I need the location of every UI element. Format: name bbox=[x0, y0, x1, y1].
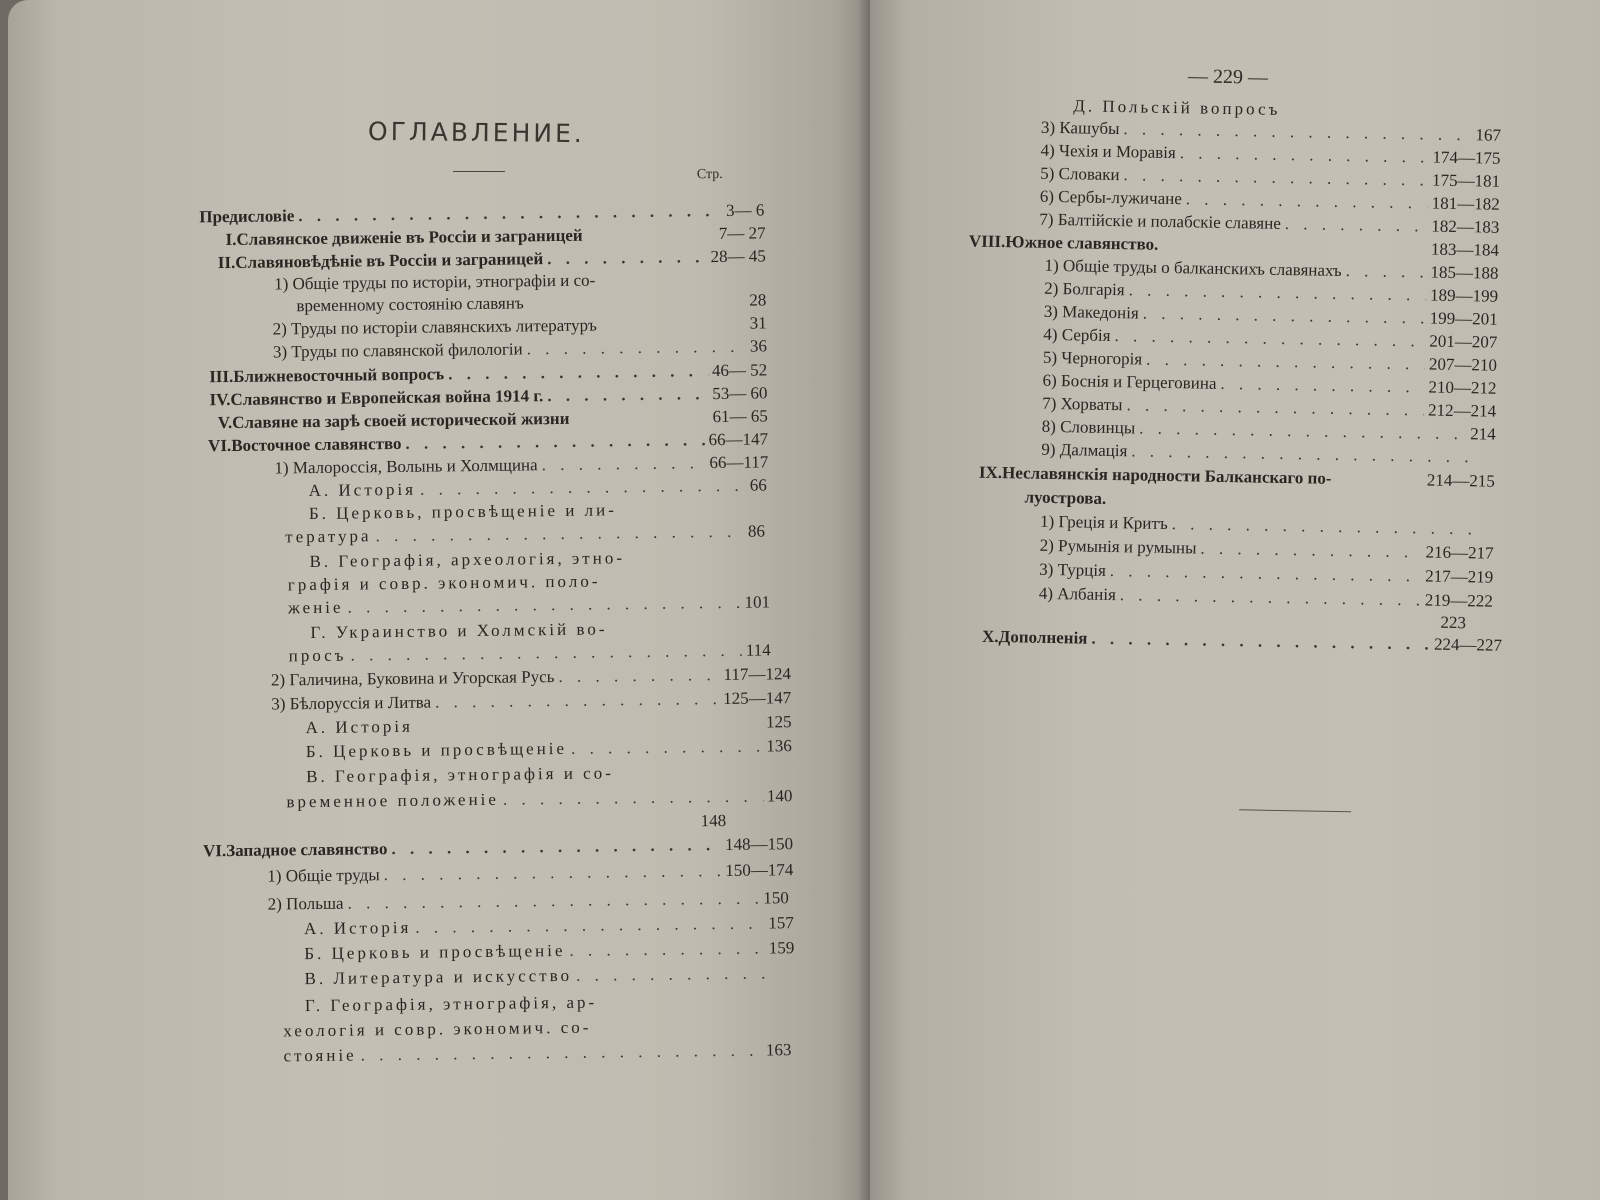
toc-entry-6-1-v bbox=[288, 592, 770, 618]
toc-title: ОГЛАВЛЕНИЕ. bbox=[367, 116, 585, 149]
entry-label: Южное славянство. bbox=[1005, 232, 1159, 254]
dot-leader bbox=[1123, 165, 1428, 190]
dot-leader bbox=[1186, 189, 1428, 213]
entry-pages: 7— 27 bbox=[718, 223, 766, 244]
entry-pages: 199—201 bbox=[1429, 308, 1498, 329]
entry-numeral: X. bbox=[981, 626, 999, 647]
entry-pages: 175—181 bbox=[1431, 170, 1501, 191]
dot-leader bbox=[1131, 441, 1470, 467]
entry-label: 2) Труды по исторіи славянскихъ литературъ bbox=[272, 315, 597, 339]
entry-label: 3) Труды по славянской филологіи bbox=[272, 339, 523, 362]
toc-entry-9-1 bbox=[1040, 512, 1494, 540]
dot-leader bbox=[1110, 561, 1422, 586]
toc-entry-6-3-b bbox=[306, 736, 792, 762]
entry-numeral: VIII. bbox=[968, 231, 1006, 252]
entry-label: 6) Сербы-лужичане bbox=[1039, 186, 1183, 209]
entry-label: 6) Боснія и Герцеговина bbox=[1042, 370, 1217, 393]
dot-leader bbox=[1123, 119, 1471, 145]
toc-entry-7-1 bbox=[267, 860, 793, 886]
entry-numeral: VI. bbox=[207, 436, 232, 456]
entry-pages: 86 bbox=[747, 521, 766, 541]
entry-pages: 125—147 bbox=[723, 688, 792, 709]
end-rule bbox=[1239, 809, 1351, 812]
entry-pages: 185—188 bbox=[1430, 262, 1499, 283]
entry-pages: 182—183 bbox=[1431, 216, 1500, 237]
entry-label: 1) Общіе труды о балканскихъ славянахъ bbox=[1044, 255, 1342, 280]
toc-entry-6-1-g bbox=[289, 640, 771, 666]
entry-pages: 3— 6 bbox=[725, 200, 765, 220]
entry-numeral: V. bbox=[217, 412, 233, 433]
entry-label: 5) Черногорія bbox=[1042, 347, 1143, 369]
entry-pages: 214 bbox=[1470, 424, 1496, 444]
dot-leader bbox=[1146, 350, 1425, 375]
entry-label: просъ bbox=[288, 645, 347, 666]
entry-label: 2) Румынія и румыны bbox=[1039, 535, 1197, 558]
toc-right-list bbox=[870, 0, 1600, 1200]
entry-pages: 214—215 bbox=[1426, 470, 1496, 491]
entry-label: 3) Бѣлоруссія и Литва bbox=[271, 692, 432, 714]
entry-pages: 66—117 bbox=[709, 452, 769, 473]
entry-label: 7) Хорваты bbox=[1042, 393, 1123, 415]
entry-pages: 150—174 bbox=[725, 860, 794, 880]
left-page bbox=[8, 0, 870, 1200]
entry-label: Славяне на зарѣ своей исторической жизни bbox=[232, 408, 570, 432]
toc-entry-3 bbox=[209, 360, 767, 387]
toc-entry-5 bbox=[218, 406, 768, 433]
right-page bbox=[870, 0, 1600, 1200]
dot-leader bbox=[1139, 418, 1466, 444]
entry-pages: 61— 65 bbox=[712, 406, 768, 427]
entry-label: женіе bbox=[287, 597, 344, 618]
entry-line: графія и совр. экономич. поло- bbox=[287, 571, 601, 595]
entry-pages: 114 bbox=[745, 640, 771, 660]
entry-pages: 157 bbox=[768, 913, 794, 933]
toc-entry-8-9 bbox=[1041, 440, 1495, 468]
entry-label: 4) Албанія bbox=[1038, 583, 1117, 605]
entry-label: 1) Общіе труды bbox=[267, 865, 380, 886]
entry-numeral: III. bbox=[209, 366, 234, 387]
entry-pages: 174—175 bbox=[1432, 147, 1501, 168]
dot-leader bbox=[1128, 280, 1426, 305]
toc-entry-6-1-b bbox=[285, 521, 769, 547]
dot-leader bbox=[1180, 143, 1429, 167]
entry-label: Б. Церковь и просвѣщеніе bbox=[304, 940, 566, 964]
entry-pages: 125 bbox=[765, 712, 792, 732]
entry-label: 4) Чехія и Моравія bbox=[1040, 140, 1176, 163]
toc-entry-9-3 bbox=[1039, 560, 1493, 588]
entry-pages: 148—150 bbox=[724, 834, 794, 854]
entry-label: Славянское движеніе въ Россіи и заграницей bbox=[236, 225, 583, 249]
dot-leader bbox=[542, 453, 706, 475]
entry-pages: 163 bbox=[765, 1040, 792, 1060]
toc-entry-1 bbox=[225, 223, 765, 250]
dot-leader bbox=[503, 787, 763, 810]
entry-pages: 201—207 bbox=[1429, 331, 1498, 352]
entry-label: 8) Словинцы bbox=[1041, 416, 1136, 438]
entry-label: 3) Македонія bbox=[1043, 301, 1139, 323]
entry-numeral: I. bbox=[225, 229, 237, 250]
toc-entry-4 bbox=[209, 383, 767, 410]
entry-label: 4) Сербія bbox=[1043, 324, 1111, 345]
entry-line: Б. Церковь, просвѣщеніе и ли- bbox=[308, 500, 617, 524]
toc-entry-2 bbox=[218, 246, 766, 273]
toc-entry-9-2 bbox=[1040, 536, 1494, 564]
entry-pages: 216—217 bbox=[1425, 542, 1494, 563]
dot-leader bbox=[384, 861, 722, 885]
entry-pages: 148 bbox=[700, 810, 727, 831]
dot-leader bbox=[1126, 395, 1424, 420]
entry-label: 7) Балтійскіе и полабскіе славяне bbox=[1039, 209, 1282, 233]
dot-leader bbox=[1091, 629, 1430, 655]
toc-entry-7-2 bbox=[268, 888, 794, 914]
entry-line: Г. Украинство и Холмскій во- bbox=[310, 619, 608, 643]
entry-pages: 217—219 bbox=[1425, 566, 1494, 587]
entry-pages: 181—182 bbox=[1431, 193, 1500, 214]
entry-pages: 210—212 bbox=[1428, 377, 1497, 398]
toc-entry-preface bbox=[199, 200, 764, 227]
entry-pages: 140 bbox=[766, 786, 793, 806]
entry-pages: 28 bbox=[749, 290, 767, 310]
entry-pages: 46— 52 bbox=[711, 360, 768, 381]
entry-label: временное положеніе bbox=[286, 789, 500, 812]
entry-pages: 219—222 bbox=[1424, 590, 1493, 611]
entry-pages: 167 bbox=[1475, 125, 1502, 145]
toc-entry-6-1-a bbox=[309, 475, 769, 501]
entry-line: В. Географія, археологія, этно- bbox=[309, 548, 626, 572]
toc-entry-6-1 bbox=[274, 452, 768, 478]
entry-pages: 136 bbox=[766, 736, 792, 756]
entry-pages: 66—147 bbox=[708, 429, 769, 450]
toc-entry-2-1 bbox=[296, 290, 766, 316]
entry-label: 2) Галичина, Буковина и Угорская Русь bbox=[270, 667, 555, 690]
toc-entry-7-2-b bbox=[304, 938, 794, 964]
toc-entry-7 bbox=[203, 834, 793, 861]
entry-label: 2) Польша bbox=[267, 893, 344, 914]
dot-leader bbox=[361, 1041, 763, 1066]
entry-label: 5) Словаки bbox=[1040, 163, 1120, 185]
entry-line: В. Географія, этнографія и со- bbox=[306, 763, 614, 787]
entry-pages: 224—227 bbox=[1433, 634, 1503, 655]
entry-label: Предисловіе bbox=[199, 206, 295, 227]
entry-pages: 53— 60 bbox=[712, 383, 768, 404]
entry-pages: 207—210 bbox=[1428, 354, 1498, 375]
dot-leader bbox=[448, 361, 708, 384]
entry-label: Славяновѣдѣніе въ Россіи и заграницей bbox=[235, 249, 544, 272]
entry-label: 3) Кашубы bbox=[1040, 117, 1120, 139]
entry-numeral: IX. bbox=[978, 462, 1003, 483]
dot-leader bbox=[569, 939, 765, 961]
entry-pages: 101 bbox=[744, 592, 771, 612]
dot-leader bbox=[415, 914, 764, 938]
entry-line: Г. Географія, этнографія, ар- bbox=[304, 992, 598, 1016]
entry-pages: 66 bbox=[749, 475, 767, 495]
entry-label: Западное славянство bbox=[226, 839, 388, 861]
entry-label: А. Исторія bbox=[303, 917, 412, 939]
entry-label: В. Литература и искусство bbox=[304, 965, 573, 989]
entry-pages: 31 bbox=[749, 313, 767, 333]
dot-leader bbox=[1220, 374, 1424, 398]
entry-label: тература bbox=[285, 526, 372, 547]
dot-leader bbox=[547, 247, 707, 269]
entry-pages: 28— 45 bbox=[710, 246, 766, 267]
dot-leader bbox=[1200, 539, 1422, 563]
dot-leader bbox=[435, 689, 719, 712]
entry-label: 3) Турція bbox=[1039, 559, 1107, 580]
dot-leader bbox=[347, 889, 759, 914]
dot-leader bbox=[1285, 214, 1428, 236]
toc-entry-10 bbox=[982, 627, 1502, 656]
page-column-header: Стр. bbox=[696, 166, 723, 183]
dot-leader bbox=[571, 737, 763, 759]
dot-leader bbox=[547, 384, 708, 406]
dot-leader bbox=[527, 337, 746, 360]
dot-leader bbox=[1120, 585, 1421, 610]
entry-label: Б. Церковь и просвѣщеніе bbox=[305, 738, 568, 762]
entry-line: 1) Общіе труды по исторіи, этнографіи и со- bbox=[274, 270, 596, 294]
toc-entry-6-3-a bbox=[305, 712, 791, 738]
entry-pages: 159 bbox=[768, 938, 795, 958]
toc-entry-7-2-v bbox=[304, 963, 794, 989]
dot-leader bbox=[375, 522, 744, 546]
dot-leader bbox=[1143, 304, 1426, 329]
entry-label: 2) Болгарія bbox=[1044, 278, 1125, 300]
toc-entry-2-3 bbox=[273, 336, 767, 362]
toc-entry-6 bbox=[208, 429, 768, 456]
entry-pages: 183—184 bbox=[1430, 239, 1500, 260]
entry-numeral: II. bbox=[217, 252, 236, 273]
entry-label: Неславянскія народности Балканскаго по- bbox=[1001, 463, 1332, 488]
toc-entry-6-2 bbox=[271, 664, 791, 690]
entry-pages: 117—124 bbox=[723, 664, 792, 685]
entry-label: 1) Греція и Критъ bbox=[1039, 511, 1168, 533]
entry-label: А. Исторія bbox=[305, 716, 414, 738]
entry-pages: 36 bbox=[749, 336, 768, 356]
dot-leader bbox=[405, 430, 704, 454]
dot-leader bbox=[420, 476, 746, 500]
toc-entry-2-2 bbox=[273, 313, 767, 339]
toc-entry-9-4 bbox=[1039, 584, 1493, 612]
toc-entry-7-2-g bbox=[283, 1040, 795, 1066]
entry-label: Восточное славянство bbox=[231, 433, 402, 456]
dot-leader bbox=[1345, 261, 1426, 282]
entry-label: А. Исторія bbox=[308, 479, 417, 501]
entry-pages: 150 bbox=[763, 888, 789, 908]
entry-pages: 189—199 bbox=[1429, 285, 1499, 306]
dot-leader bbox=[1114, 326, 1425, 351]
toc-left-list bbox=[8, 0, 870, 1200]
entry-pages: 212—214 bbox=[1427, 400, 1497, 421]
dot-leader bbox=[350, 641, 741, 666]
dot-leader bbox=[298, 201, 722, 226]
section-heading: Д. Польскій вопросъ bbox=[1073, 96, 1281, 119]
toc-entry-6-3-v bbox=[286, 786, 792, 812]
dot-leader bbox=[576, 963, 776, 985]
entry-numeral: IV. bbox=[209, 390, 231, 410]
entry-line: луострова. bbox=[1024, 487, 1107, 508]
entry-label: стояніе bbox=[283, 1045, 357, 1066]
entry-label: Славянство и Европейская война 1914 г. bbox=[230, 386, 544, 410]
dot-leader bbox=[391, 835, 721, 859]
entry-label: 9) Далмація bbox=[1041, 439, 1128, 461]
dot-leader bbox=[1172, 514, 1472, 539]
entry-label: Ближневосточный вопросъ bbox=[233, 364, 445, 386]
entry-line: хеологія и совр. экономич. со- bbox=[283, 1017, 592, 1041]
dot-leader bbox=[347, 593, 740, 618]
entry-label: Дополненія bbox=[998, 627, 1088, 648]
dot-leader bbox=[558, 665, 719, 687]
entry-label: временному состоянію славянъ bbox=[296, 293, 524, 316]
page-number: — 229 — bbox=[1187, 65, 1269, 89]
entry-numeral: VI. bbox=[202, 841, 227, 861]
toc-entry-7-2-a bbox=[304, 913, 794, 939]
toc-entry-6-3 bbox=[271, 688, 791, 714]
entry-pages: 223 bbox=[1440, 612, 1467, 633]
entry-label: 1) Малороссія, Волынь и Холмщина bbox=[274, 455, 538, 478]
